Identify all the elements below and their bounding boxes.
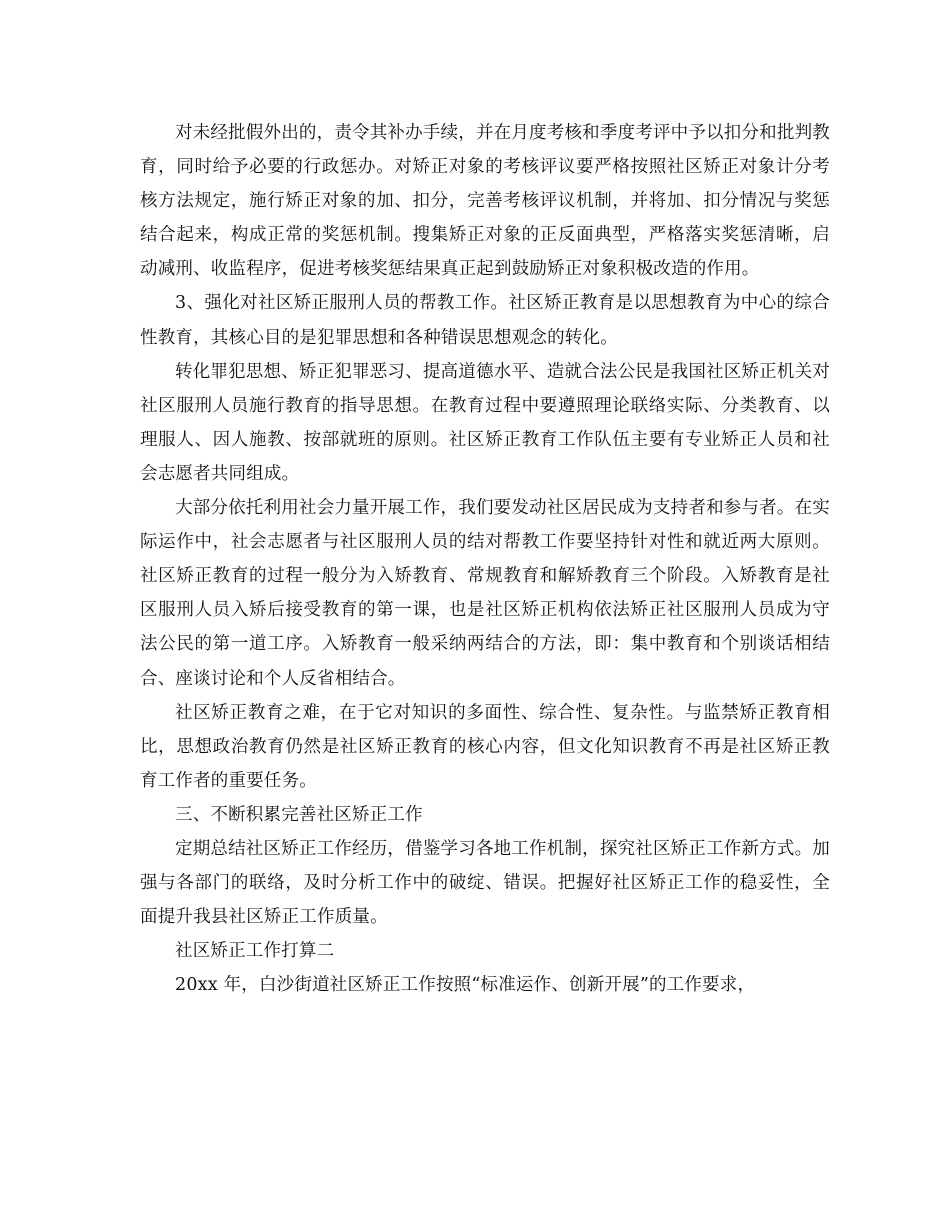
section-heading: 三、不断积累完善社区矫正工作 [175,804,423,825]
paragraph-3: 转化罪犯思想、矫正犯罪恶习、提高道德水平、造就合法公民是我国社区矫正机关对社区服刑人员施行教育的指导思想。在教育过程中要遵照理论联络实际、分类教育、以理服人、因人施教、按部就班的原则。社区矫正教育工作队伍主要有专业矫正人员和社会志愿者共同组成。 [140,361,830,484]
paragraph-5: 社区矫正教育之难，在于它对知识的多面性、综合性、复杂性。与监禁矫正教育相比，思想政治教育仍然是社区矫正教育的核心内容，但文化知识教育不再是社区矫正教育工作者的重要任务。 [140,702,830,791]
paragraph-7: 20xx 年，白沙街道社区矫正工作按照“标准运作、创新开展”的工作要求， [175,975,756,996]
paragraph-1: 对未经批假外出的，责令其补办手续，并在月度考核和季度考评中予以扣分和批判教育，同时给予必要的行政惩办。对矫正对象的考核评议要严格按照社区矫正对象计分考核方法规定，施行矫正对象的加、扣分，完善考核评议机制，并将加、扣分情况与奖惩结合起来，构成正常的奖惩机制。搜集矫正对象的正反面典型，严格落实奖惩清晰，启动减刑、收监程序，促进考核奖惩结果真正起到鼓励矫正对象积极改造的作用。 [140,123,830,280]
subtitle: 社区矫正工作打算二 [175,941,335,962]
document-body [140,116,830,1002]
paragraph-2: 3、强化对社区矫正服刑人员的帮教工作。社区矫正教育是以思想教育为中心的综合性教育，其核心目的是犯罪思想和各种错误思想观念的转化。 [140,293,830,348]
paragraph-4: 大部分依托利用社会力量开展工作，我们要发动社区居民成为支持者和参与者。在实际运作中，社会志愿者与社区服刑人员的结对帮教工作要坚持针对性和就近两大原则。社区矫正教育的过程一般分为入矫教育、常规教育和解矫教育三个阶段。入矫教育是社区服刑人员入矫后接受教育的第一课，也是社区矫正机构依法矫正社区服刑人员成为守法公民的第一道工序。入矫教育一般采纳两结合的方法，即：集中教育和个别谈话相结合、座谈讨论和个人反省相结合。 [140,498,830,689]
paragraph-6: 定期总结社区矫正工作经历，借鉴学习各地工作机制，探究社区矫正工作新方式。加强与各部门的联络，及时分析工作中的破绽、错误。把握好社区矫正工作的稳妥性，全面提升我县社区矫正工作质量。 [140,838,830,928]
